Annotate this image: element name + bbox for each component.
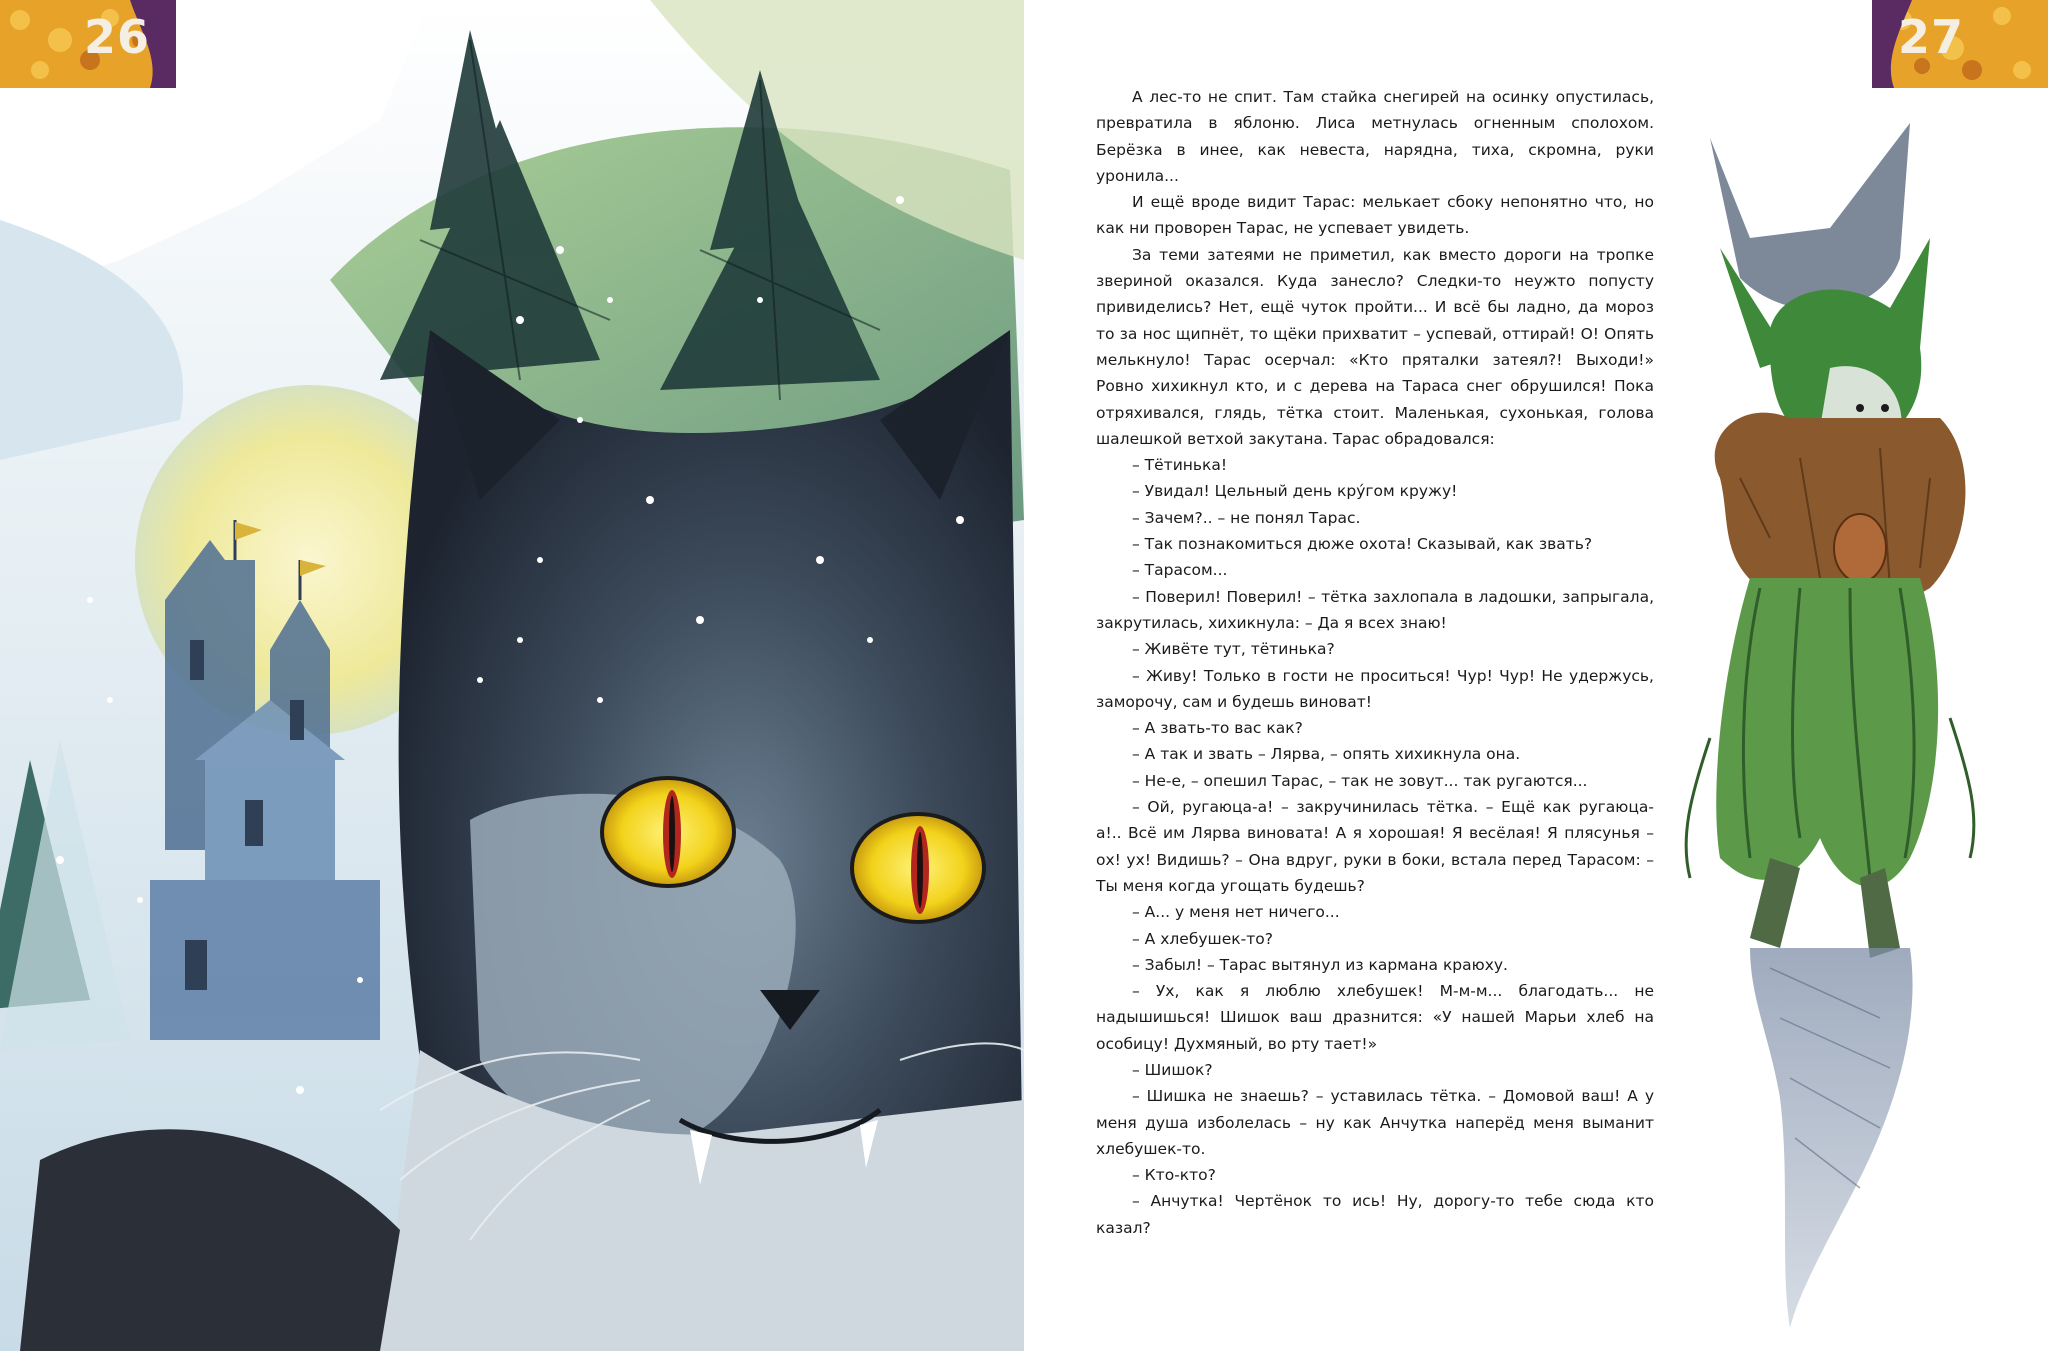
dialogue-line: – Не-е, – опешил Тарас, – так не зовут... так ругаются... bbox=[1132, 771, 1588, 790]
green-hooded-creature-illustration bbox=[1680, 118, 1980, 1328]
paragraph: За теми затеями не приметил, как вместо дороги на тропке звериной оказался. Куда занесло? Следки-то неужто попусту привиделись? Нет, ещё чуток пройти... И всё бы ладно, да мороз то за нос щипнёт, то щёки прихватит – успевай, оттирай! О! Опять мелькнуло! Тарас осерчал: «Кто пряталки затеял?! Выходи!» Ровно хихикнул кто, и с дерева на Тараса снег обрушился! Пока отряхивался, глядь, тётка стоит. Маленькая, сухонькая, голова шалешкой ветхой закутана. Тарас обрадовался: bbox=[1096, 245, 1654, 448]
paragraph: И ещё вроде видит Тарас: мелькает сбоку непонятно что, но как ни проворен Тарас, не успевает увидеть. bbox=[1096, 193, 1654, 238]
dialogue-line: – Живёте тут, тётинька? bbox=[1132, 640, 1335, 659]
dialogue-line: – Забыл! – Тарас вытянул из кармана краюху. bbox=[1132, 955, 1508, 974]
dialogue-line: – А так и звать – Лярва, – опять хихикнула она. bbox=[1132, 745, 1521, 764]
dialogue-line: – Живу! Только в гости не проситься! Чур! Чур! Не удержусь, заморочу, сам и будешь виноват! bbox=[1096, 666, 1654, 711]
dialogue-line: – А звать-то вас как? bbox=[1132, 719, 1303, 738]
story-text bbox=[1096, 84, 1654, 1241]
dialogue-line: – А... у меня нет ничего... bbox=[1132, 903, 1340, 922]
dialogue-line: – Так познакомиться дюже охота! Сказывай, как звать? bbox=[1132, 535, 1593, 554]
dialogue-line: – Зачем?.. – не понял Тарас. bbox=[1132, 508, 1361, 527]
dialogue-line: – Шишок? bbox=[1132, 1060, 1213, 1079]
dialogue-line: – Кто-кто? bbox=[1132, 1166, 1216, 1185]
dialogue-line: – Ух, как я люблю хлебушек! М-м-м... благодать... не надышишься! Шишок ваш дразнится: «У нашей Марьи хлеб на особицу! Духмяный, во рту тает!» bbox=[1096, 982, 1654, 1053]
page-number: 27 bbox=[1898, 10, 1965, 64]
page-number: 26 bbox=[84, 10, 151, 64]
paragraph: А лес-то не спит. Там стайка снегирей на осинку опустилась, превратила в яблоню. Лиса метнулась огненным сполохом. Берёзка в инее, как невеста, нарядна, тиха, скромна, руки уронила... bbox=[1096, 88, 1654, 185]
page-number-tab-left bbox=[0, 0, 176, 88]
dialogue-line: – Увидал! Цельный день кру́гом кружу! bbox=[1132, 482, 1458, 501]
page-number-tab-right bbox=[1872, 0, 2048, 88]
dialogue-line: – А хлебушек-то? bbox=[1132, 929, 1273, 948]
dialogue-line: – Анчутка! Чертёнок то ись! Ну, дорогу-то тебе сюда кто казал? bbox=[1096, 1192, 1654, 1237]
dialogue-line: – Поверил! Поверил! – тётка захлопала в ладошки, запрыгала, закрутилась, хихикнула: – Да я всех знаю! bbox=[1096, 587, 1654, 632]
dialogue-line: – Тарасом... bbox=[1132, 561, 1228, 580]
dialogue-line: – Ой, ругаюца-а! – закручинилась тётка. – Ещё как ругаюца-а!.. Всё им Лярва виновата! А я хорошая! Я весёлая! Я плясунья – ох! ух! Видишь? – Она вдруг, руки в боки, встала перед Тарасом: – Ты меня когда угощать будешь? bbox=[1096, 798, 1654, 895]
dialogue-line: – Тётинька! bbox=[1132, 456, 1228, 475]
dialogue-line: – Шишка не знаешь? – уставилась тётка. – Домовой ваш! А у меня душа изболелась – ну как Анчутка наперёд меня выманит хлебушек-то. bbox=[1096, 1087, 1654, 1158]
